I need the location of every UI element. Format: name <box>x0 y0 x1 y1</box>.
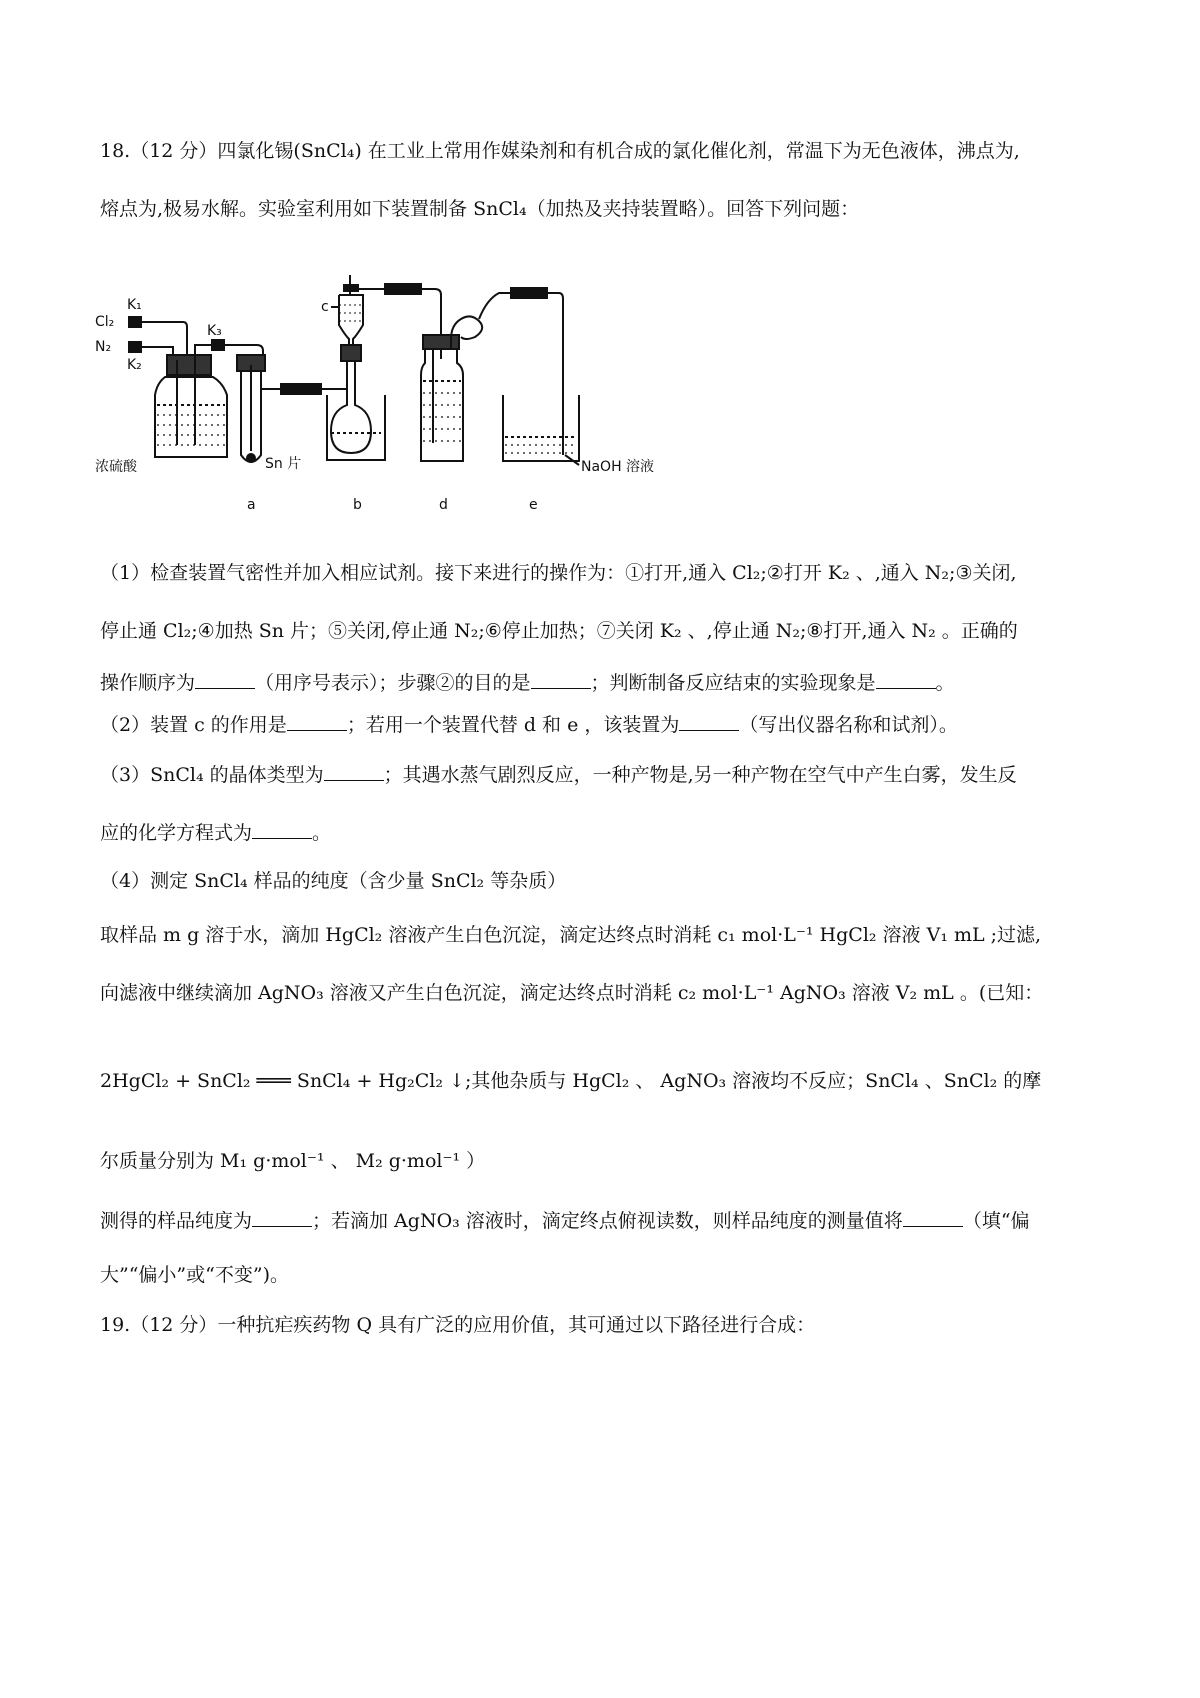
q18-part1-line3: 操作顺序为 （用序号表示）；步骤②的目的是 ；判断制备反应结束的实验现象是 。 <box>100 672 955 694</box>
q18-part4-molar-mass: 尔质量分别为 M₁ g·mol⁻¹ 、 M₂ g·mol⁻¹ ） <box>100 1150 486 1172</box>
q18-part3-line2: 应的化学方程式为 。 <box>100 822 332 844</box>
label-k1: K₁ <box>127 297 142 313</box>
label-e: e <box>529 497 538 513</box>
q18-part4-equation: 2HgCl₂ + SnCl₂ ═══ SnCl₄ + Hg₂Cl₂ ↓;其他杂质与 HgCl₂ 、 AgNO₃ 溶液均不反应；SnCl₄ 、SnCl₂ 的摩 <box>100 1070 1042 1092</box>
answer-blank-crystal[interactable] <box>324 762 384 781</box>
answer-blank-purity[interactable] <box>252 1208 312 1227</box>
label-sn: Sn 片 <box>265 456 302 472</box>
q18-stem-line1: 18.（12 分）四氯化锡(SnCl₄) 在工业上常用作媒染剂和有机合成的氯化催化剂，常温下为无色液体，沸点为, <box>100 140 1020 162</box>
answer-blank-order[interactable] <box>195 670 255 689</box>
q18-part2: （2）装置 c 的作用是 ；若用一个装置代替 d 和 e ，该装置为 （写出仪器名称和试剂）。 <box>100 714 958 736</box>
label-d: d <box>439 497 448 513</box>
q18-part1-line2: 停止通 Cl₂;④加热 Sn 片；⑤关闭,停止通 N₂;⑥停止加热；⑦关闭 K₂ 、,停止通 N₂;⑧打开,通入 N₂ 。正确的 <box>100 620 1018 642</box>
label-cl2: Cl₂ <box>95 314 115 330</box>
label-naoh: NaOH 溶液 <box>581 459 655 475</box>
label-n2: N₂ <box>95 339 112 355</box>
q18-part1-line1: （1）检查装置气密性并加入相应试剂。接下来进行的操作为：①打开,通入 Cl₂;②打开 K₂ 、,通入 N₂;③关闭, <box>100 562 1017 584</box>
label-b: b <box>353 497 362 513</box>
label-h2so4: 浓硫酸 <box>95 459 137 475</box>
answer-blank-endpoint[interactable] <box>876 670 936 689</box>
label-k2: K₂ <box>127 357 142 373</box>
q18-part4-line7: 大”“偏小”或“不变”)。 <box>100 1264 289 1286</box>
q18-stem-line2: 熔点为,极易水解。实验室利用如下装置制备 SnCl₄（加热及夹持装置略）。回答下列问题： <box>100 198 860 220</box>
q18-part3-line1: （3）SnCl₄ 的晶体类型为 ；其遇水蒸气剧烈反应，一种产物是,另一种产物在空气中产生白雾，发生反 <box>100 764 1017 786</box>
q19-stem: 19.（12 分）一种抗疟疾药物 Q 具有广泛的应用价值，其可通过以下路径进行合成： <box>100 1314 816 1336</box>
label-c: c <box>321 299 329 315</box>
q18-part4-line6: 测得的样品纯度为 ；若滴加 AgNO₃ 溶液时，滴定终点俯视读数，则样品纯度的测量值将 （填“偏 <box>100 1210 1030 1232</box>
answer-blank-purpose[interactable] <box>531 670 591 689</box>
apparatus-diagram <box>95 265 705 535</box>
q18-part4-line1: （4）测定 SnCl₄ 样品的纯度（含少量 SnCl₂ 等杂质） <box>100 870 567 892</box>
answer-blank-c-role[interactable] <box>287 712 347 731</box>
answer-blank-equation[interactable] <box>252 820 312 839</box>
q18-part4-line3: 向滤液中继续滴加 AgNO₃ 溶液又产生白色沉淀，滴定达终点时消耗 c₂ mol·L⁻¹ AgNO₃ 溶液 V₂ mL 。(已知： <box>100 982 1044 1004</box>
label-a: a <box>247 497 256 513</box>
answer-blank-device[interactable] <box>679 712 739 731</box>
answer-blank-error[interactable] <box>903 1208 963 1227</box>
q18-part4-line2: 取样品 m g 溶于水，滴加 HgCl₂ 溶液产生白色沉淀，滴定达终点时消耗 c₁ mol·L⁻¹ HgCl₂ 溶液 V₁ mL ;过滤, <box>100 924 1042 946</box>
label-k3: K₃ <box>207 323 222 339</box>
